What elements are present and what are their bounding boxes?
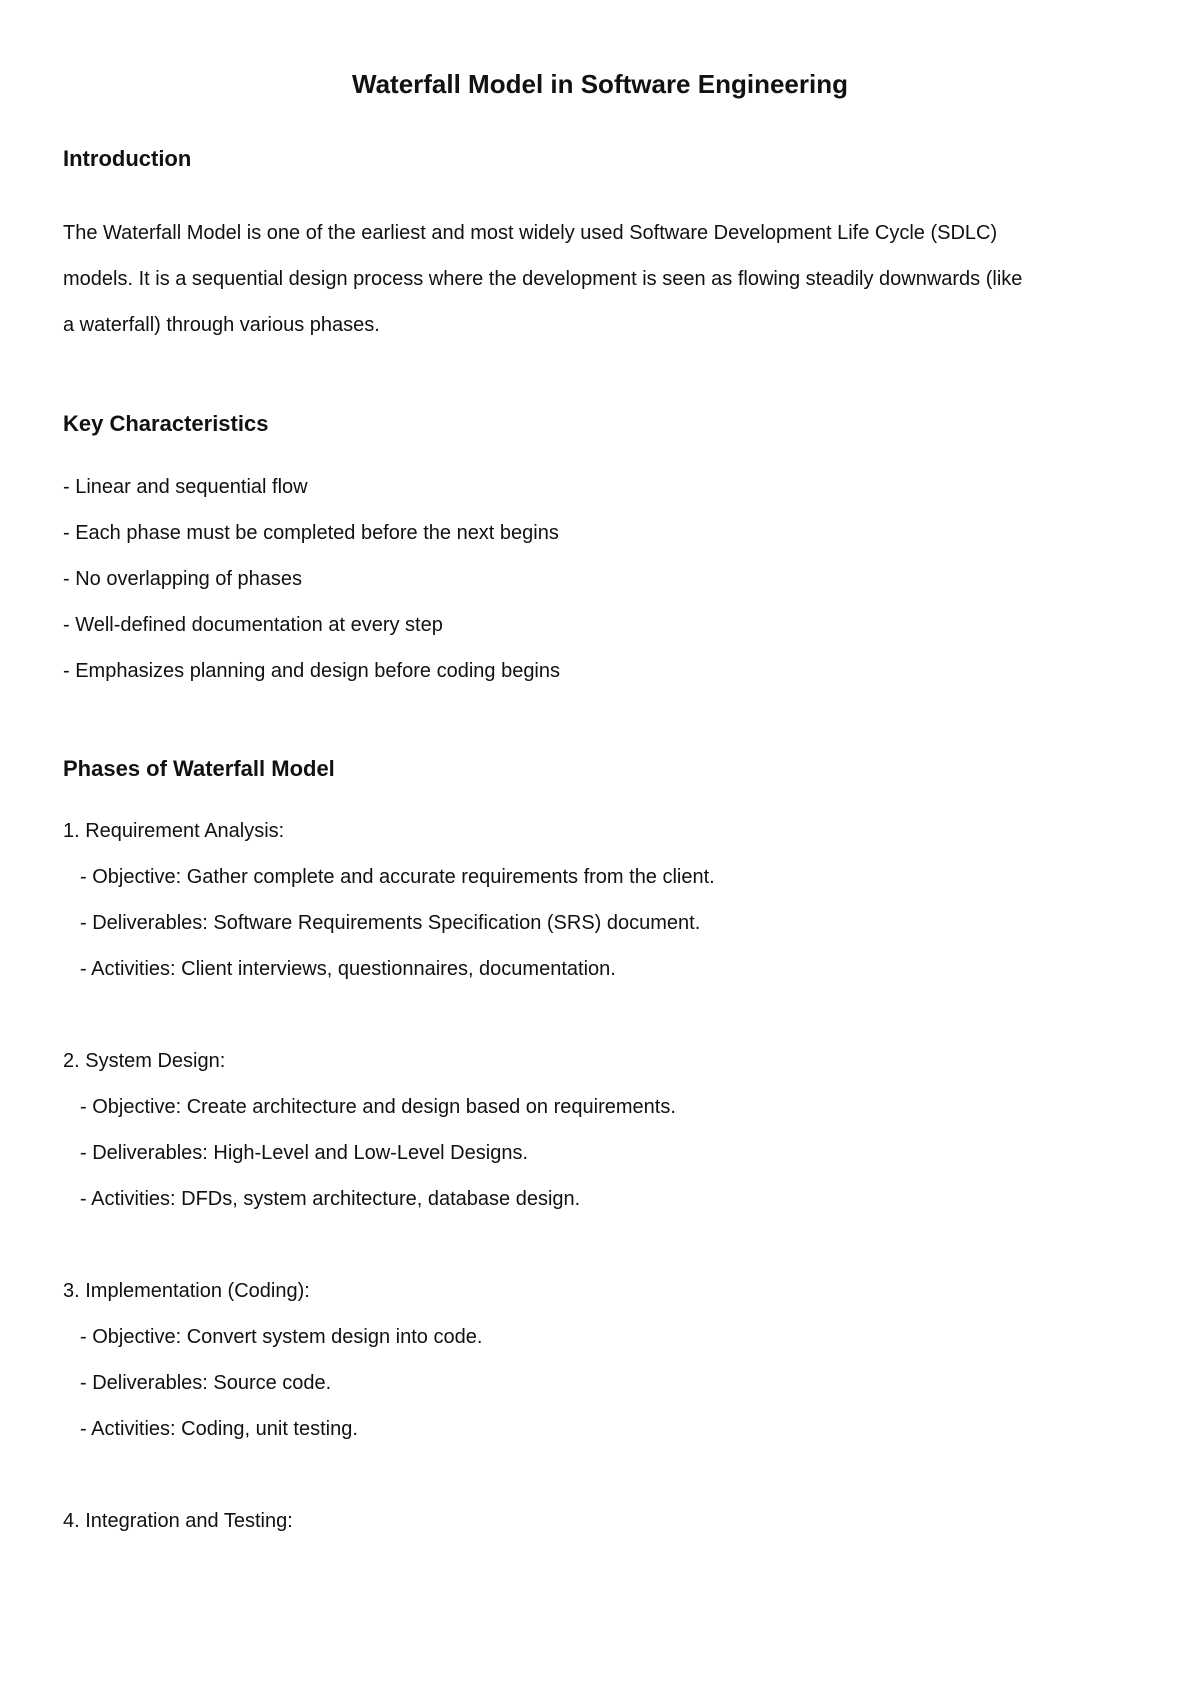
phase-detail: - Activities: DFDs, system architecture, database design. — [80, 1188, 581, 1210]
introduction-line: a waterfall) through various phases. — [63, 314, 380, 336]
introduction-heading: Introduction — [63, 146, 192, 171]
phase-title: 1. Requirement Analysis: — [63, 820, 285, 842]
phase-detail: - Objective: Gather complete and accurate requirements from the client. — [80, 866, 715, 888]
phases-heading: Phases of Waterfall Model — [63, 756, 335, 781]
characteristic-item: - No overlapping of phases — [63, 568, 303, 590]
phase-detail: - Activities: Coding, unit testing. — [80, 1418, 358, 1440]
phase-title: 4. Integration and Testing: — [63, 1510, 293, 1532]
characteristic-item: - Each phase must be completed before the next begins — [63, 522, 559, 544]
document-title: Waterfall Model in Software Engineering — [352, 69, 848, 99]
characteristic-item: - Emphasizes planning and design before coding begins — [63, 660, 561, 682]
phase-detail: - Objective: Create architecture and design based on requirements. — [80, 1096, 676, 1118]
introduction-line: models. It is a sequential design process where the development is seen as flowing steadily downwards (like — [63, 268, 1023, 290]
phase-detail: - Deliverables: High-Level and Low-Level Designs. — [80, 1142, 528, 1164]
characteristic-item: - Linear and sequential flow — [63, 476, 308, 498]
phase-detail: - Activities: Client interviews, questionnaires, documentation. — [80, 958, 616, 980]
characteristic-item: - Well-defined documentation at every step — [63, 614, 443, 636]
phase-title: 2. System Design: — [63, 1050, 226, 1072]
phase-detail: - Deliverables: Source code. — [80, 1372, 332, 1394]
phase-detail: - Deliverables: Software Requirements Specification (SRS) document. — [80, 912, 701, 934]
introduction-line: The Waterfall Model is one of the earliest and most widely used Software Development Life Cycle (SDLC) — [63, 222, 998, 244]
phase-title: 3. Implementation (Coding): — [63, 1280, 310, 1302]
phase-detail: - Objective: Convert system design into code. — [80, 1326, 483, 1348]
key-characteristics-heading: Key Characteristics — [63, 411, 269, 436]
